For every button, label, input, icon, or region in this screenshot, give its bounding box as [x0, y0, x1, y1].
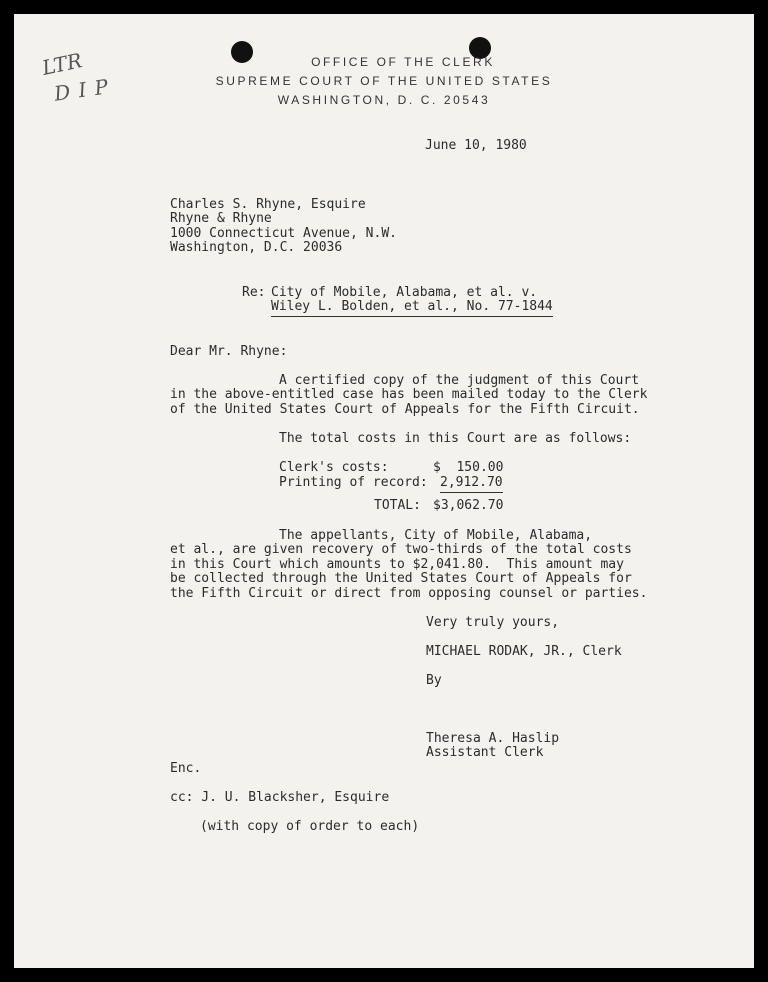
re-case-line2: Wiley L. Bolden, et al., No. 77-1844: [271, 300, 553, 317]
salutation: Dear Mr. Rhyne:: [170, 344, 288, 359]
printing-label: Printing of record:: [279, 475, 428, 490]
cc-line: cc: J. U. Blacksher, Esquire: [170, 790, 390, 805]
paragraph2-line5: the Fifth Circuit or direct from opposing counsel or parties.: [170, 586, 648, 601]
total-label: TOTAL:: [374, 498, 421, 513]
by-line: By: [426, 673, 442, 688]
signer-name: MICHAEL RODAK, JR., Clerk: [426, 644, 622, 659]
paragraph2-line2: et al., are given recovery of two-thirds of the total costs: [170, 542, 632, 557]
recipient-city: Washington, D.C. 20036: [170, 240, 343, 255]
paragraph2-line4: be collected through the United States Court of Appeals for: [170, 571, 632, 586]
printing-value: 2,912.70: [440, 476, 503, 493]
handwritten-note-line1: LTR: [39, 48, 85, 80]
paragraph2-line1: The appellants, City of Mobile, Alabama,: [279, 528, 593, 543]
paragraph1-line2: in the above-entitled case has been mailed today to the Clerk: [170, 387, 648, 402]
assistant-title: Assistant Clerk: [426, 745, 544, 760]
paragraph1-line3: of the United States Court of Appeals for the Fifth Circuit.: [170, 402, 640, 417]
clerk-costs-value: $ 150.00: [433, 460, 504, 475]
letterhead-address: WASHINGTON, D. C. 20543: [277, 93, 491, 107]
paragraph2-line3: in this Court which amounts to $2,041.80. This amount may: [170, 557, 624, 572]
letterhead-office: OFFICE OF THE CLERK: [311, 55, 495, 69]
enclosure-note: Enc.: [170, 761, 202, 776]
letterhead-court: SUPREME COURT OF THE UNITED STATES: [215, 74, 553, 88]
letter-page: [14, 14, 754, 968]
letter-date: June 10, 1980: [425, 138, 527, 153]
recipient-firm: Rhyne & Rhyne: [170, 211, 272, 226]
re-label: Re:: [242, 285, 266, 300]
recipient-street: 1000 Connecticut Avenue, N.W.: [170, 226, 397, 241]
clerk-costs-label: Clerk's costs:: [279, 460, 389, 475]
re-case-line1: City of Mobile, Alabama, et al. v.: [271, 285, 538, 300]
recipient-name: Charles S. Rhyne, Esquire: [170, 197, 366, 212]
handwritten-note-line2: D I P: [52, 74, 111, 106]
cc-note: (with copy of order to each): [200, 819, 420, 834]
assistant-name: Theresa A. Haslip: [426, 731, 560, 746]
costs-intro: The total costs in this Court are as follows:: [279, 431, 632, 446]
paragraph1-line1: A certified copy of the judgment of this Court: [279, 373, 640, 388]
total-value: $3,062.70: [433, 498, 504, 513]
complimentary-close: Very truly yours,: [426, 615, 560, 630]
